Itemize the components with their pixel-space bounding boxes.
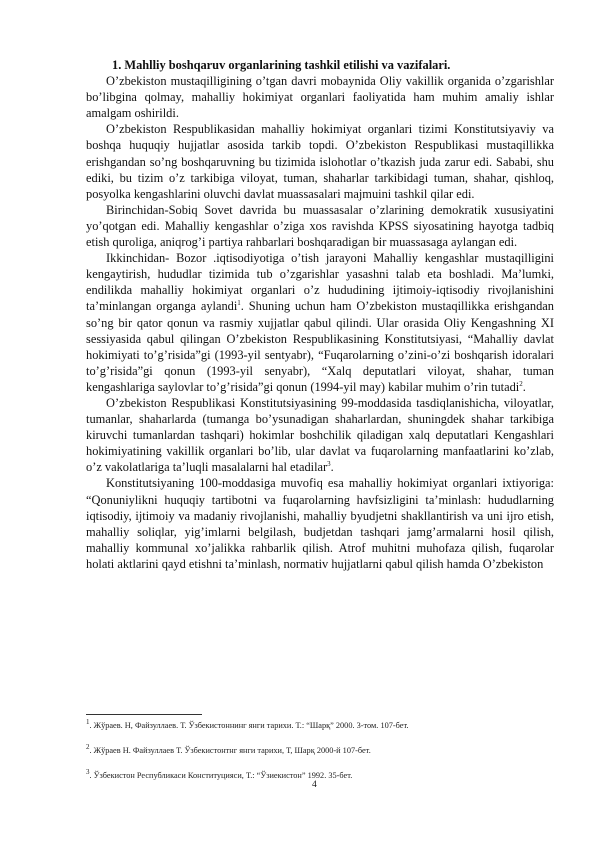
paragraph-1: O’zbekiston mustaqilligining o’tgan davri mobaynida Oliy vakillik organida o’zgarishlar bo’libgina qolmay, mahalliy hokimiyat organlari faoliyatida ham muhim amaliy ishlar amalgam oshirildi. <box>86 74 554 121</box>
footnote-ref-1: 1 <box>237 299 241 308</box>
page-number: 4 <box>312 780 317 790</box>
paragraph-4-text-b: . Shuning uchun ham O’zbekiston mustaqillikka erishgandan so’ng bir qator qonun va rasmiy xujjatlar qabul qilindi. Ular orasida Oliy Kengashning XI sessiyasida qabul qilingan O’zbekiston Respublikasining Konstitutsiyasi, “Mahalliy davlat hokimiyati to’g’risida”gi (1993-yil sentyabr), “Fuqarolarning o’zini-o’zi boshqarish idoralari to’g’risida”gi qonun (1993-yil senyabr), “Xalq deputatlari viloyat, shahar, tuman kengashlariga saylovlar to’g’risida”gi qonun (1994-yil may) kabilar muhim o’rin tutadi <box>86 299 554 394</box>
body-text <box>86 57 554 572</box>
footnotes <box>86 714 554 781</box>
footnote-1 <box>86 720 554 731</box>
paragraph-5 <box>86 395 554 475</box>
footnote-text: . Ўзбекистон Республикаси Конституцияси, Т.: “Ўзиекистон” 1992. 35-бет. <box>89 771 353 780</box>
footnote-number: 1 <box>86 718 90 727</box>
paragraph-2: O’zbekiston Respublikasidan mahalliy hokimiyat organlari tizimi Konstitutsiyaviy va boshqa huquqiy hujjatlar asosida tarkib topdi. O’zbekiston Respublikasi mustaqillikka erishgandan so’ng boshqaruvning bu tizimida islohotlar o’tkazish juda zarur edi. Sababi, shu ediki, bu tizim o’z tarkibiga viloyat, tuman, shaharlar tarkibidagi tuman, shahar, qishloq, posyolka kengashlarini oluvchi davlat muassasalari majmuini tashkil qilar edi. <box>86 122 554 201</box>
footnote-2 <box>86 745 554 756</box>
footnote-text: . Жўраев. Н, Файзуллаев. Т. Ўзбекистоннинг янги тарихи. Т.: “Шарқ” 2000. 3-том. 107-бет. <box>89 721 409 730</box>
footnote-ref-3: 3 <box>327 460 331 469</box>
paragraph-4-text-c: . <box>522 379 526 394</box>
section-heading: 1. Mahlliy boshqaruv organlarining tashkil etilishi va vazifalari. <box>112 58 451 72</box>
paragraph-4-text-a: Ikkinchidan- Bozor .iqtisodiyotiga o’tish jarayoni Mahalliy kengashlar mustaqilligini kengaytirish, hududlar tizimida tub o’zgarishlar yasashni talab eta boshladi. Ma’lumki, endilikda mahalliy hokimiyat organlari o’z hududining ijtimoiy-iqtisodiy rivojlanishini ta’minlangan organga aylandi <box>86 251 554 314</box>
paragraph-3: Birinchidan-Sobiq Sovet davrida bu muassasalar o’zlarining demokratik xususiyatini yo’qotgan edi. Mahalliy kengashlar o’ziga xos ravishda KPSS siyosatining hayotga tadbiq etish quroliga, aniqrog’i partiya rahbarlari boshqaradigan bir muassasaga aylangan edi. <box>86 202 554 250</box>
footnote-number: 2 <box>86 743 90 752</box>
footnote-text: . Жўраев Н. Файзуллаев Т. Ўзбекистонтнг янги тарихи, Т, Шарқ 2000-й 107-бет. <box>89 746 371 755</box>
footnote-divider <box>86 714 202 715</box>
paragraph-5-text-a: O’zbekiston Respublikasi Konstitutsiyasining 99-moddasida tasdiqlanishicha, viloyatlar, tumanlar, shaharlarda (tumanga bo’ysunadigan shaharlardan, shuningdek shahar tarkibiga kiruvchi tumanlardan tashqari) hokimlar boshchilik qiladigan xalq deputatlari Kengashlari hokimiyatining vakillik organlari bo’lib, ular davlat va fuqarolarning manfaatlarini ko’zlab, o’z vakolatlariga ta’luqli masalalarni hal etadilar <box>86 395 554 475</box>
footnote-ref-2: 2 <box>519 379 523 388</box>
paragraph-6: Konstitutsiyaning 100-moddasiga muvofiq esa mahalliy hokimiyat organlari ixtiyoriga: “Qonuniylikni huquqiy tartibotni va fuqarolarning havfsizligini ta’minlash: hududlarning iqtisodiy, ijtimoiy va madaniy rivojlanishi, mahalliy byudjetni shakllantirish va uni ijro etish, mahalliy soliqlar, yig’imlarni belgilash, budjetdan tashqari jamg’armalarni hosil qilish, mahalliy kommunal xo’jalikka rahbarlik qilish. Atrof muhitni muhofaza qilish, fuqarolar holati aktlarini qayd etishni ta’minlash, normativ hujjatlarni qabul qilish hamda O’zbekiston <box>86 476 554 571</box>
paragraph-4 <box>86 250 554 395</box>
footnote-number: 3 <box>86 768 90 777</box>
paragraph-5-text-b: . <box>330 460 334 475</box>
footnote-3 <box>86 770 554 781</box>
